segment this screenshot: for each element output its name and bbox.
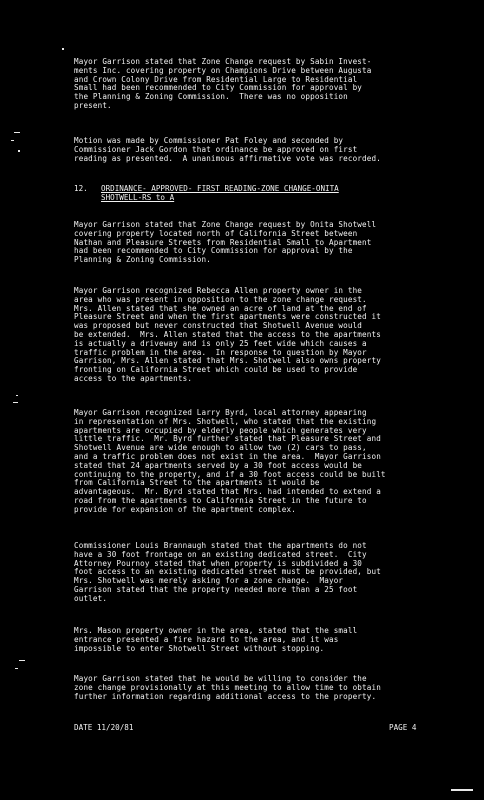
scan-speck: [451, 789, 473, 791]
paragraph-byrd-representation: Mayor Garrison recognized Larry Byrd, local attorney appearing in representation of Mrs. Shotwell, who stated that the existing apartments are occupied by elderly people which generates very little traffic. Mr. Byrd further stated that Pleasure Street and Shotwell Avenue are wide enough to allow two (2) cars to pass, and a traffic problem does not exist in the area. Mayor Garrison stated that 24 apartments served by a 30 foot access would be continuing to the property, and if a 30 foot access could be built from California Street to the apartments it would be advantageous. Mr. Byrd stated that Mrs. had intended to extend a road from the apartments to California Street in the future to provide for expansion of the apartment complex.: [74, 408, 386, 514]
scan-speck: [62, 48, 64, 50]
scan-speck: [11, 140, 14, 141]
paragraph-mason-fire-hazard: Mrs. Mason property owner in the area, stated that the small entrance presented a fire hazard to the area, and it was impossible to enter Shotwell Street without stopping.: [74, 626, 358, 653]
paragraph-shotwell-request: Mayor Garrison stated that Zone Change request by Onita Shotwell covering property located north of California Street between Nathan and Pleasure Streets from Residential Small to Apartment had been recommended to City Commission for approval by the Planning & Zoning Commission.: [74, 220, 377, 265]
paragraph-brannaugh-frontage: Commissioner Louis Brannaugh stated that the apartments do not have a 30 foot frontage on an existing dedicated street. City Attorney Pournoy stated that when property is subdivided a 30 foot access to an existing dedicated street must be provided, but Mrs. Shotwell was merely asking for a zone change. Mayor Garrison stated that the property needed more than a 25 foot outlet.: [74, 541, 381, 603]
scan-speck: [13, 402, 18, 403]
footer-page-number: PAGE 4: [389, 723, 417, 732]
paragraph-allen-opposition: Mayor Garrison recognized Rebecca Allen property owner in the area who was present in opposition to the zone change request. Mrs. Allen stated that she owned an acre of land at the end of Pleasure Street and when the first apartments were constructed it was proposed but never constructed that Shotwell Avenue would be extended. Mrs. Allen stated that the access to the apartments is actually a driveway and is only 25 feet wide which causes a traffic problem in the area. In response to question by Mayor Garrison, Mrs. Allen stated that Mrs. Shotwell also owns property fronting on California Street which could be used to provide access to the apartments.: [74, 286, 381, 383]
scan-speck: [18, 150, 20, 152]
paragraph-provisional-consideration: Mayor Garrison stated that he would be willing to consider the zone change provisionally at this meeting to allow time to obtain further information regarding additional access to the property.: [74, 674, 381, 701]
scan-speck: [14, 132, 20, 133]
scan-speck: [15, 668, 18, 669]
paragraph-motion-first-reading: Motion was made by Commissioner Pat Foley and seconded by Commissioner Jack Gordon that ordinance be approved on first reading as presented. A unanimous affirmative vote was recorded.: [74, 136, 381, 163]
scan-speck: [16, 395, 18, 396]
agenda-item-title: ORDINANCE- APPROVED- FIRST READING-ZONE CHANGE-ONITA SHOTWELL-RS to A: [101, 184, 339, 202]
agenda-item-number: 12.: [74, 184, 88, 193]
footer-date: DATE 11/20/81: [74, 723, 134, 732]
paragraph-sabin-zone-change: Mayor Garrison stated that Zone Change request by Sabin Invest- ments Inc. covering property on Champions Drive between Augusta and Crown Colony Drive from Residential Large to Residential Small had been recommended to City Commission for approval by the Planning & Zoning Commission. There was no opposition present.: [74, 57, 372, 110]
scan-speck: [19, 660, 25, 661]
